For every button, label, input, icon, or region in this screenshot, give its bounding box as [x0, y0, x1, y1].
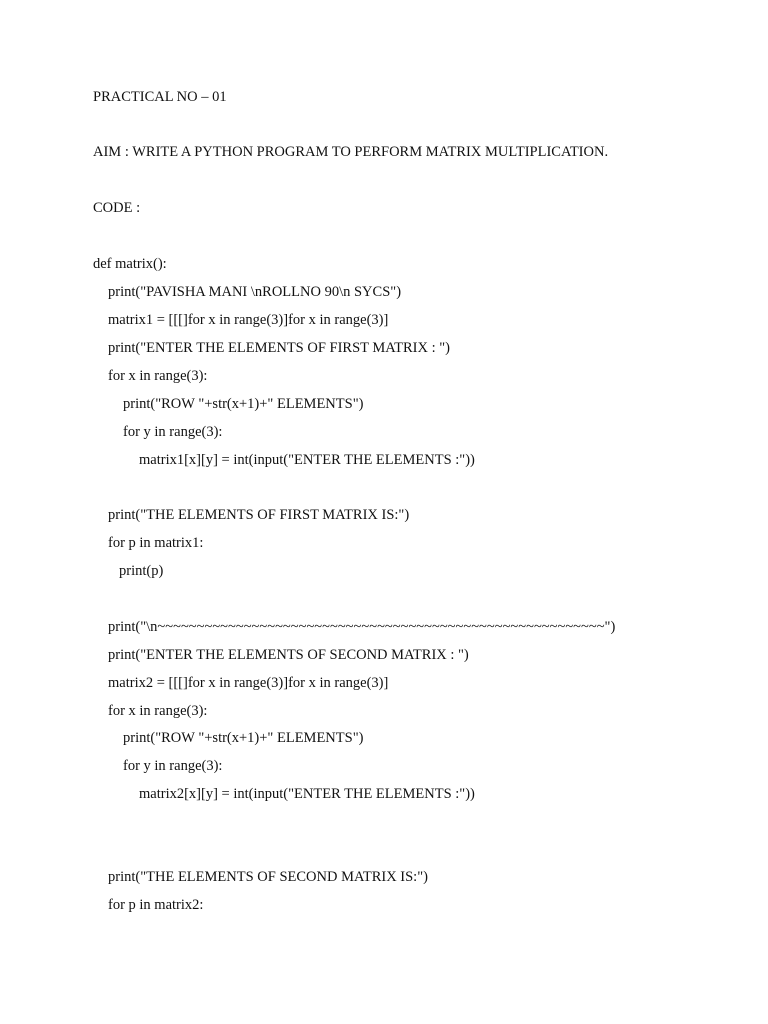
code-line: print(p) — [119, 563, 164, 579]
code-label: CODE : — [93, 200, 141, 216]
code-line: for p in matrix2: — [108, 897, 204, 913]
code-line: for x in range(3): — [108, 368, 208, 384]
code-line: matrix2 = [[[]for x in range(3)]for x in range(3)] — [108, 675, 389, 691]
code-line: print("THE ELEMENTS OF SECOND MATRIX IS:") — [108, 869, 428, 885]
code-line: print("ROW "+str(x+1)+" ELEMENTS") — [123, 730, 364, 746]
practical-number: PRACTICAL NO – 01 — [93, 89, 227, 105]
code-line: for y in range(3): — [123, 758, 223, 774]
code-line: print("THE ELEMENTS OF FIRST MATRIX IS:") — [108, 507, 410, 523]
code-line: print("ENTER THE ELEMENTS OF SECOND MATRIX : ") — [108, 647, 469, 663]
code-line: print("ENTER THE ELEMENTS OF FIRST MATRIX : ") — [108, 340, 450, 356]
code-line: print("ROW "+str(x+1)+" ELEMENTS") — [123, 396, 364, 412]
code-line: for x in range(3): — [108, 703, 208, 719]
aim-statement: AIM : WRITE A PYTHON PROGRAM TO PERFORM MATRIX MULTIPLICATION. — [93, 144, 609, 160]
code-line: matrix2[x][y] = int(input("ENTER THE ELEMENTS :")) — [139, 786, 475, 802]
code-line: matrix1 = [[[]for x in range(3)]for x in range(3)] — [108, 312, 389, 328]
code-line: for y in range(3): — [123, 424, 223, 440]
code-line: print("PAVISHA MANI \nROLLNO 90\n SYCS") — [108, 284, 402, 300]
code-line: def matrix(): — [93, 256, 167, 272]
code-line: print("\n~~~~~~~~~~~~~~~~~~~~~~~~~~~~~~~~~~~~~~~~~~~~~~~~~~~~~~~~~") — [108, 619, 616, 635]
code-line: matrix1[x][y] = int(input("ENTER THE ELEMENTS :")) — [139, 452, 475, 468]
code-line: for p in matrix1: — [108, 535, 204, 551]
